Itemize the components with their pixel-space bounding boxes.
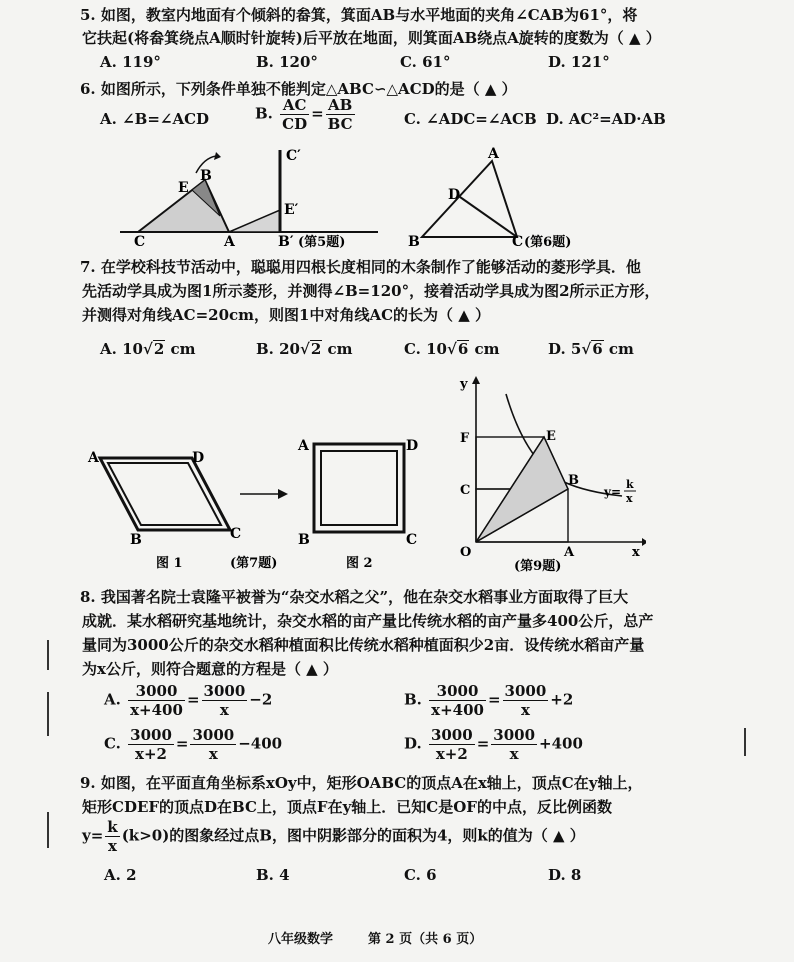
q5-option-c: C. 61° [400,53,451,71]
q8-option-b: B. $\frac{3000}{x+400}$ = $\frac{3000}{x}$ +2 [404,682,574,719]
q7-option-b: B. 20√2 cm [256,340,353,358]
q8-option-c: C. $\frac{3000}{x+2}$ = $\frac{3000}{x}$ −400 [104,726,283,763]
scan-mark [47,640,49,670]
label-F: F [460,431,470,446]
dustpan-rotated [229,210,280,232]
q8-line2: 成就．某水稻研究基地统计，杂交水稻的亩产量比传统水稻的亩产量多400公斤，总产 [82,612,654,630]
q6-option-b-frac2: $\frac{AB}{BC}$ [327,96,353,133]
x-axis-arrow [642,538,646,546]
label-B-2: B [298,532,310,548]
fig6-caption: (第6题) [524,235,572,250]
q8-line1: 8. 我国著名院士袁隆平被誉为“杂交水稻之父”，他在杂交水稻事业方面取得了巨大 [80,588,629,606]
label-E-prime: E′ [284,202,299,218]
label-D: D [192,450,205,466]
label-C: C [134,234,146,250]
label-E: E [178,180,189,196]
q9-option-b: B. 4 [256,866,290,884]
q7-option-d: D. 5√6 cm [548,340,634,358]
q8-line3: 量同为3000公斤的杂交水稻种植面积比传统水稻种植面积少2亩．设传统水稻亩产量 [82,636,645,654]
q5-option-a: A. 119° [100,53,161,71]
label-E: E [546,429,556,444]
arrow-head [214,152,221,160]
q7-line3: 并测得对角线AC=20cm，则图1中对角线AC的长为（ ▲ ） [82,306,491,324]
q7-line2: 先活动学具成为图1所示菱形，并测得∠B=120°，接着活动学具成为图2所示正方形， [82,282,660,300]
q8-option-a: A. $\frac{3000}{x+400}$ = $\frac{3000}{x}$ −2 [104,682,273,719]
figure-5 [120,140,380,252]
label-C: C [230,526,242,542]
fig5-caption: (第5题) [298,235,346,250]
label-C: C [512,234,524,250]
label-B: B [130,532,142,548]
label-A: A [224,234,235,250]
q6-option-a: A. ∠B=∠ACD [100,110,210,128]
label-C-prime: C′ [286,148,301,164]
label-O: O [460,545,472,560]
q6-option-b-sep: = [311,104,324,123]
q7-option-a: A. 10√2 cm [100,340,196,358]
q9-line3: y= $\frac{k}{x}$ (k>0)的图象经过点B，图中阴影部分的面积为4，则k的值为（ ▲ ） [82,818,585,855]
q6-option-d: D. AC²=AD·AB [546,110,666,128]
label-B: B [200,168,212,184]
q9-option-d: D. 8 [548,866,582,884]
segment-cd [460,197,517,237]
label-C: C [460,483,471,498]
fig9-caption: (第9题) [514,559,562,574]
q7-line1: 7. 在学校科技节活动中，聪聪用四根长度相同的木条制作了能够活动的菱形学具．他 [80,258,641,276]
label-C-2: C [406,532,418,548]
label-B: B [408,234,420,250]
figure-7 [80,432,430,574]
function-x: x [626,492,633,505]
q9-line2: 矩形CDEF的顶点D在BC上，顶点F在y轴上．已知C是OF的中点，反比例函数 [82,798,612,816]
q6-stem: 6. 如图所示，下列条件单独不能判定△ABC∽△ACD的是（ ▲ ） [80,80,517,98]
transform-arrow-head [278,489,288,499]
figure-6 [400,143,610,251]
scan-mark [744,728,746,756]
y-axis-arrow [472,376,480,384]
label-A: A [88,450,99,466]
square-outer [314,444,404,532]
label-A: A [564,545,575,560]
q8-option-d: D. $\frac{3000}{x+2}$ = $\frac{3000}{x}$ +400 [404,726,583,763]
q6-option-b-frac1: $\frac{AC}{CD}$ [282,96,308,133]
rhombus-inner [108,463,221,525]
label-D-2: D [406,438,419,454]
label-B: B [568,473,579,488]
figure-9 [446,374,646,574]
scan-mark [47,692,49,736]
caption-q7: (第7题) [230,556,278,571]
label-x: x [632,545,640,560]
q9-line1: 9. 如图，在平面直角坐标系xOy中，矩形OABC的顶点A在x轴上，顶点C在y轴上， [80,774,643,792]
q6-option-c: C. ∠ADC=∠ACB [404,110,537,128]
q5-option-b: B. 120° [256,53,318,71]
q5-option-d: D. 121° [548,53,610,71]
q5-line1: 5. 如图，教室内地面有个倾斜的畚箕，箕面AB与水平地面的夹角∠CAB为61°，将 [80,6,638,24]
q6-option-b [255,96,357,133]
q7-option-c: C. 10√6 cm [404,340,500,358]
label-A: A [488,146,499,162]
label-y: y [460,377,468,392]
label-D: D [448,187,461,203]
q9-option-c: C. 6 [404,866,437,884]
label-A-2: A [298,438,309,454]
footer-subject: 八年级数学 [268,932,334,947]
footer-page-number: 第 2 页（共 6 页） [368,932,483,947]
rhombus-outer [100,458,230,530]
label-B-prime: B′ [278,234,294,250]
q6-option-b-label: B. [255,104,273,123]
function-y: y= [604,485,622,499]
square-inner [321,451,397,525]
q5-line2: 它扶起(将畚箕绕点A顺时针旋转)后平放在地面，则箕面AB绕点A旋转的度数为（ ▲ ） [82,29,661,47]
caption-fig2: 图 2 [346,556,373,571]
triangle-abc [422,161,517,237]
q8-line4: 为x公斤，则符合题意的方程是（ ▲ ） [82,660,338,678]
caption-fig1: 图 1 [156,556,183,571]
function-k: k [626,478,634,491]
scan-mark [47,812,49,848]
q9-option-a: A. 2 [104,866,137,884]
